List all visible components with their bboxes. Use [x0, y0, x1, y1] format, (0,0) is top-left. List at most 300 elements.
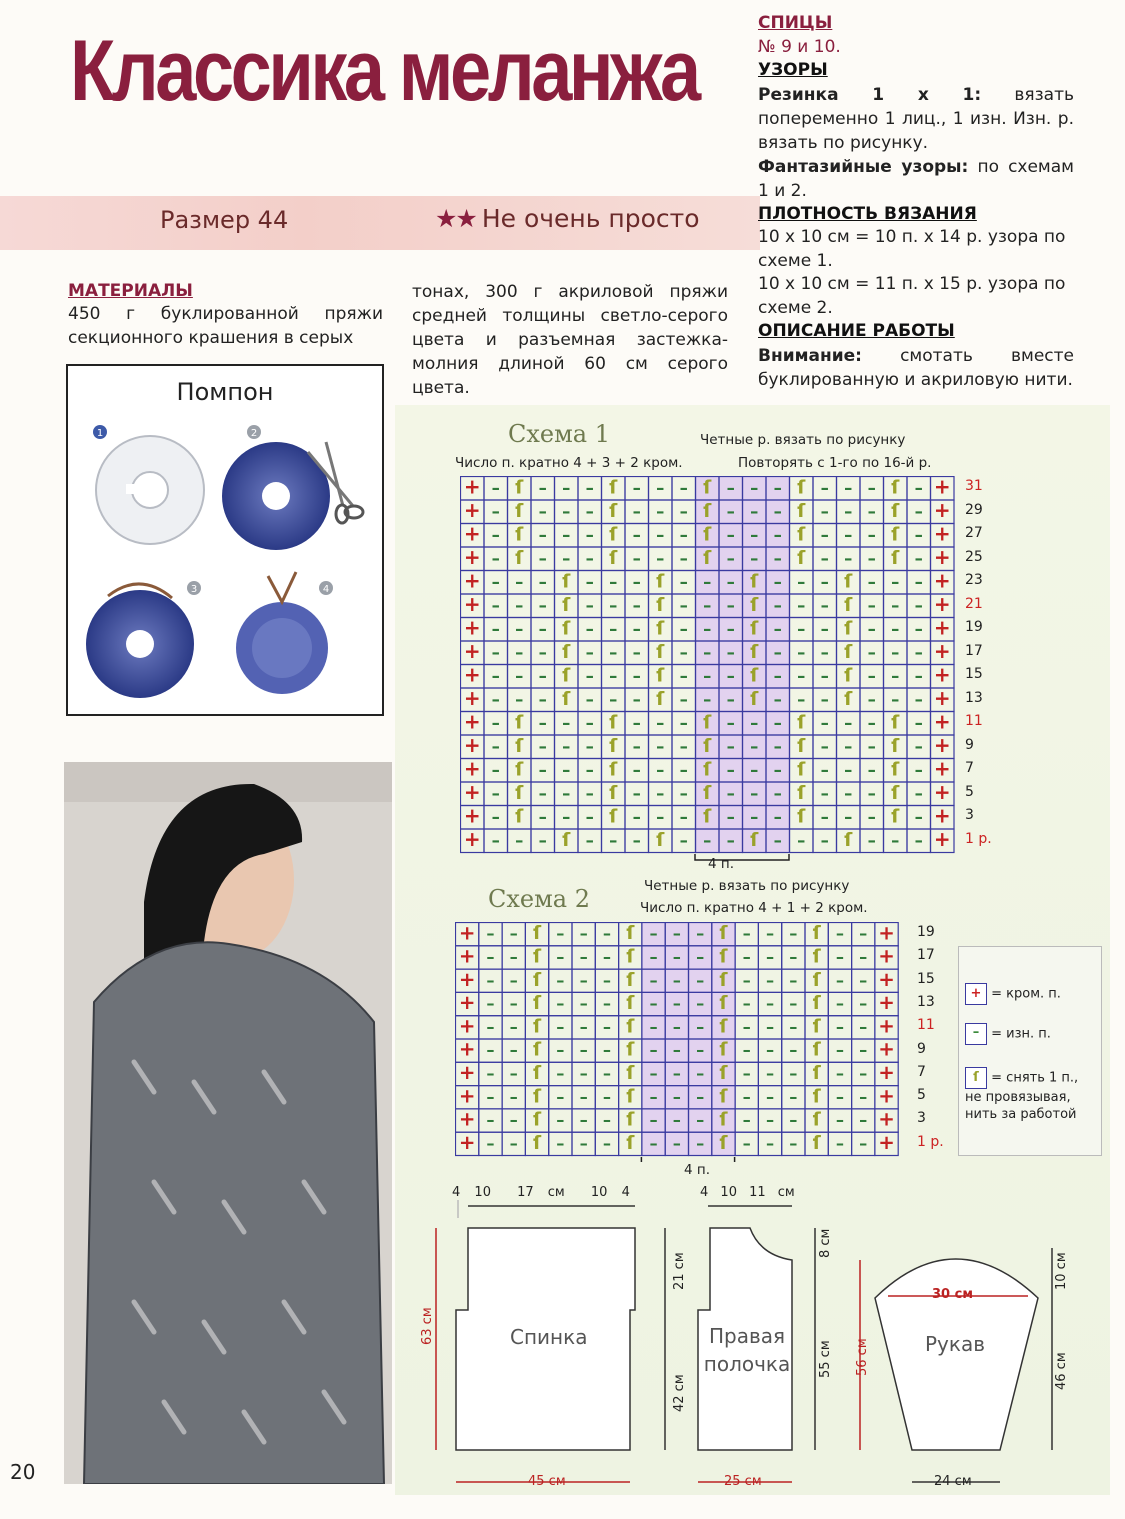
purl-stitch-icon: –	[742, 994, 751, 1014]
back-dim-4: 10	[590, 1185, 608, 1200]
pompon-step-2	[222, 425, 363, 550]
purl-stitch-icon: –	[750, 478, 759, 498]
slip-stitch-icon: ſ	[532, 1086, 542, 1108]
purl-stitch-icon: –	[789, 1064, 798, 1084]
slip-stitch-icon: ſ	[515, 500, 524, 522]
row-label: 3	[965, 807, 974, 823]
purl-stitch-icon: –	[835, 1133, 845, 1153]
front-dim-1: 4	[700, 1185, 709, 1200]
purl-stitch-icon: –	[726, 548, 735, 568]
purl-stitch-icon: –	[891, 595, 900, 615]
purl-stitch-icon: –	[656, 736, 665, 756]
legend	[958, 946, 1102, 1156]
purl-stitch-icon: –	[491, 619, 500, 639]
edge-stitch-icon: +	[878, 922, 895, 945]
purl-stitch-icon: –	[820, 525, 829, 545]
purl-stitch-icon: –	[750, 736, 759, 756]
purl-stitch-icon: –	[750, 783, 759, 803]
purl-stitch-icon: –	[602, 970, 612, 990]
purl-stitch-icon: –	[585, 736, 594, 756]
slip-stitch-icon: ſ	[891, 500, 900, 522]
purl-stitch-icon: –	[491, 595, 500, 615]
purl-stitch-icon: –	[556, 970, 565, 990]
edge-stitch-icon: +	[458, 1037, 476, 1061]
gauge-line2: 10 х 10 см = 11 п. х 15 р. узора по схеме 2.	[758, 274, 1066, 318]
purl-stitch-icon: –	[703, 642, 712, 662]
edge-stitch-icon: +	[463, 662, 481, 687]
purl-stitch-icon: –	[562, 501, 571, 521]
purl-stitch-icon: –	[914, 478, 923, 498]
purl-stitch-icon: –	[585, 666, 594, 686]
slip-stitch-icon: ſ	[797, 524, 806, 546]
slip-stitch-icon: ſ	[515, 806, 524, 828]
purl-stitch-icon: –	[742, 924, 751, 944]
purl-stitch-icon: –	[491, 478, 500, 498]
slip-stitch-icon: ſ	[532, 1016, 542, 1038]
purl-stitch-icon: –	[891, 830, 900, 850]
purl-stitch-icon: –	[632, 807, 641, 827]
schema1-title: Схема 1	[508, 420, 610, 448]
purl-stitch-icon: –	[891, 666, 900, 686]
pompon-step-1	[93, 425, 204, 544]
purl-stitch-icon: –	[742, 1110, 751, 1130]
edge-stitch-icon: +	[463, 615, 481, 640]
slip-stitch-icon: ſ	[703, 712, 712, 734]
purl-stitch-icon: –	[632, 830, 641, 850]
purl-stitch-icon: –	[579, 1017, 588, 1037]
purl-stitch-icon: –	[649, 970, 658, 990]
purl-stitch-icon: –	[696, 1133, 705, 1153]
row-label: 11	[965, 713, 983, 729]
slip-stitch-icon: ſ	[719, 1063, 728, 1085]
purl-stitch-icon: –	[867, 783, 876, 803]
slip-stitch-icon: ſ	[515, 524, 524, 546]
purl-stitch-icon: –	[656, 548, 665, 568]
slip-stitch-icon: ſ	[844, 571, 853, 593]
schema2-title: Схема 2	[488, 885, 590, 913]
purl-stitch-icon: –	[820, 595, 829, 615]
legend-purl-text: = изн. п.	[991, 1026, 1051, 1042]
edge-stitch-icon: +	[933, 662, 951, 687]
slip-stitch-icon: ſ	[532, 923, 542, 945]
purl-stitch-icon: –	[844, 736, 853, 756]
purl-stitch-icon: –	[602, 947, 612, 967]
purl-stitch-icon: –	[859, 1110, 868, 1130]
row-label: 27	[965, 525, 983, 541]
slip-stitch-icon: ſ	[812, 923, 821, 945]
slip-stitch-icon: ſ	[609, 782, 618, 804]
purl-stitch-icon: –	[835, 1064, 845, 1084]
purl-stitch-icon: –	[538, 619, 547, 639]
edge-stitch-icon: +	[458, 1084, 476, 1108]
purl-stitch-icon: –	[835, 1040, 845, 1060]
edge-stitch-icon: +	[933, 685, 951, 710]
purl-stitch-icon: –	[820, 478, 829, 498]
slip-stitch-icon: ſ	[719, 1016, 728, 1038]
slip-stitch-icon: ſ	[609, 500, 618, 522]
needles-value: № 9 и 10.	[758, 36, 841, 57]
purl-stitch-icon: –	[679, 478, 688, 498]
purl-stitch-icon: –	[486, 1110, 495, 1130]
edge-stitch-icon: +	[463, 756, 481, 781]
purl-stitch-icon: –	[820, 713, 829, 733]
row-label: 9	[965, 736, 974, 753]
row-label: 11	[917, 1017, 935, 1034]
slip-stitch-icon: ſ	[719, 1086, 728, 1108]
purl-stitch-icon: –	[797, 572, 806, 592]
work-heading: ОПИСАНИЕ РАБОТЫ	[758, 321, 955, 341]
purl-stitch-icon: –	[585, 548, 594, 568]
purl-stitch-icon: –	[696, 970, 705, 990]
purl-stitch-icon: –	[859, 1017, 868, 1037]
purl-stitch-icon: –	[914, 830, 923, 850]
row-label: 17	[965, 642, 983, 659]
purl-stitch-icon: –	[679, 666, 688, 686]
purl-stitch-icon: –	[765, 1110, 775, 1130]
step-number-3: 3	[190, 584, 198, 595]
purl-stitch-icon: –	[844, 478, 853, 498]
purl-stitch-icon: –	[491, 713, 500, 733]
front-width: 25 см	[724, 1474, 762, 1489]
purl-stitch-icon: –	[579, 1040, 588, 1060]
slip-stitch-icon: ſ	[626, 1109, 635, 1131]
back-label: Спинка	[510, 1325, 588, 1349]
purl-stitch-icon: –	[585, 760, 594, 780]
edge-stitch-icon: +	[933, 779, 951, 804]
purl-stitch-icon: –	[602, 1087, 612, 1107]
purl-stitch-icon: –	[609, 642, 618, 662]
back-dim-1: 4	[452, 1185, 461, 1200]
edge-stitch-icon: +	[933, 615, 951, 640]
purl-stitch-icon: –	[773, 760, 782, 780]
purl-stitch-icon: –	[867, 807, 876, 827]
purl-stitch-icon: –	[679, 713, 688, 733]
purl-stitch-icon: –	[579, 1110, 588, 1130]
slip-stitch-icon: ſ	[844, 829, 853, 851]
slip-stitch-icon: ſ	[750, 641, 759, 663]
purl-stitch-icon: –	[914, 619, 923, 639]
purl-stitch-icon: –	[726, 760, 735, 780]
row-label: 5	[917, 1087, 926, 1104]
purl-stitch-icon: –	[672, 1064, 681, 1084]
purl-stitch-icon: –	[585, 830, 594, 850]
sleeve-top-width: 30 см	[932, 1287, 973, 1302]
purl-stitch-icon: –	[750, 525, 759, 545]
purl-stitch-icon: –	[509, 994, 518, 1014]
purl-stitch-icon: –	[579, 1133, 588, 1153]
purl-stitch-icon: –	[726, 619, 735, 639]
front-top-dims	[700, 1185, 795, 1200]
purl-stitch-icon: –	[844, 501, 853, 521]
purl-stitch-icon: –	[672, 924, 681, 944]
front-height: 55 см	[818, 1340, 833, 1378]
schema2-repeat-label: 4 п.	[684, 1162, 710, 1178]
row-label: 21	[965, 595, 983, 612]
purl-stitch-icon: –	[820, 548, 829, 568]
slip-stitch-icon: ſ	[626, 1039, 635, 1061]
row-label: 7	[917, 1063, 926, 1080]
schema1-note-multiple: Число п. кратно 4 + 3 + 2 кром.	[455, 455, 683, 471]
edge-stitch-icon: +	[463, 685, 481, 710]
purl-stitch-icon: –	[859, 924, 868, 944]
materials-heading: МАТЕРИАЛЫ	[68, 281, 193, 301]
purl-stitch-icon: –	[679, 807, 688, 827]
materials-text-2: тонах, 300 г акриловой пряжи средней толщины светло-серого цвета и разъемная застежка-молния длиной 60 см серого цвета.	[412, 282, 728, 398]
purl-stitch-icon: –	[914, 548, 923, 568]
purl-stitch-icon: –	[538, 783, 547, 803]
purl-stitch-icon: –	[509, 1017, 518, 1037]
purl-stitch-icon: –	[835, 924, 845, 944]
pompon-step-3	[86, 581, 201, 698]
page-number: 20	[10, 1460, 36, 1484]
purl-stitch-icon: –	[726, 595, 735, 615]
slip-stitch-icon: ſ	[626, 1016, 635, 1038]
purl-stitch-icon: –	[562, 525, 571, 545]
purl-stitch-icon: –	[562, 713, 571, 733]
purl-stitch-icon: –	[820, 830, 829, 850]
purl-stitch-icon: –	[859, 1040, 868, 1060]
edge-stitch-icon: +	[463, 709, 481, 734]
purl-stitch-icon: –	[632, 595, 641, 615]
purl-stitch-icon: –	[867, 548, 876, 568]
edge-stitch-icon: +	[458, 991, 476, 1015]
slip-stitch-icon: ſ	[965, 1067, 987, 1089]
slip-stitch-icon: ſ	[532, 969, 542, 991]
slip-stitch-icon: ſ	[562, 571, 571, 593]
edge-stitch-icon: +	[458, 1107, 476, 1131]
edge-stitch-icon: +	[463, 568, 481, 593]
slip-stitch-icon: ſ	[656, 688, 665, 710]
purl-stitch-icon: –	[844, 783, 853, 803]
purl-stitch-icon: –	[491, 807, 500, 827]
purl-stitch-icon: –	[672, 970, 681, 990]
purl-stitch-icon: –	[649, 1087, 658, 1107]
purl-stitch-icon: –	[789, 970, 798, 990]
slip-stitch-icon: ſ	[532, 1039, 542, 1061]
edge-stitch-icon: +	[933, 732, 951, 757]
slip-stitch-icon: ſ	[750, 688, 759, 710]
purl-stitch-icon: –	[820, 689, 829, 709]
rib-term: Резинка 1 х 1:	[758, 84, 982, 105]
slip-stitch-icon: ſ	[844, 665, 853, 687]
purl-stitch-icon: –	[742, 1017, 751, 1037]
purl-stitch-icon: –	[703, 619, 712, 639]
purl-stitch-icon: –	[773, 619, 782, 639]
purl-stitch-icon: –	[585, 713, 594, 733]
purl-stitch-icon: –	[742, 947, 751, 967]
purl-stitch-icon: –	[797, 830, 806, 850]
purl-stitch-icon: –	[602, 1017, 612, 1037]
purl-stitch-icon: –	[773, 642, 782, 662]
purl-stitch-icon: –	[789, 1133, 798, 1153]
edge-stitch-icon: +	[458, 1014, 476, 1038]
purl-stitch-icon: –	[579, 924, 588, 944]
row-label: 15	[917, 970, 935, 987]
schema2-note-even: Четные р. вязать по рисунку	[644, 878, 850, 894]
edge-stitch-icon: +	[463, 476, 481, 499]
edge-stitch-icon: +	[878, 1130, 895, 1154]
purl-stitch-icon: –	[609, 619, 618, 639]
slip-stitch-icon: ſ	[797, 735, 806, 757]
slip-stitch-icon: ſ	[812, 993, 821, 1015]
purl-stitch-icon: –	[649, 924, 658, 944]
purl-stitch-icon: –	[703, 572, 712, 592]
purl-stitch-icon: –	[679, 525, 688, 545]
purl-stitch-icon: –	[820, 642, 829, 662]
purl-stitch-icon: –	[726, 807, 735, 827]
edge-stitch-icon: +	[878, 967, 895, 991]
legend-edge	[965, 983, 1061, 1005]
purl-stitch-icon: –	[696, 1110, 705, 1130]
purl-stitch-icon: –	[679, 736, 688, 756]
purl-stitch-icon: –	[797, 619, 806, 639]
purl-stitch-icon: –	[726, 830, 735, 850]
materials-col2	[412, 280, 728, 400]
purl-stitch-icon: –	[632, 736, 641, 756]
purl-stitch-icon: –	[679, 572, 688, 592]
purl-stitch-icon: –	[579, 994, 588, 1014]
materials-text-1: 450 г буклированной пряжи секционного крашения в серых	[68, 304, 383, 348]
purl-stitch-icon: –	[486, 970, 495, 990]
purl-stitch-icon: –	[765, 970, 775, 990]
purl-stitch-icon: –	[538, 666, 547, 686]
instructions-col	[758, 12, 1074, 392]
edge-stitch-icon: +	[878, 991, 895, 1015]
purl-stitch-icon: –	[632, 760, 641, 780]
schema2-note-multiple: Число п. кратно 4 + 1 + 2 кром.	[640, 900, 868, 916]
purl-stitch-icon: –	[491, 572, 500, 592]
row-label: 19	[917, 924, 935, 940]
purl-stitch-icon: –	[585, 595, 594, 615]
edge-stitch-icon: +	[463, 591, 481, 616]
purl-stitch-icon: –	[750, 548, 759, 568]
purl-stitch-icon: –	[696, 924, 705, 944]
purl-stitch-icon: –	[789, 947, 798, 967]
purl-stitch-icon: –	[602, 1064, 612, 1084]
schema1-repeat-label: 4 п.	[708, 856, 734, 872]
purl-stitch-icon: –	[773, 830, 782, 850]
purl-stitch-icon: –	[773, 595, 782, 615]
legend-purl	[965, 1023, 1051, 1045]
edge-stitch-icon: +	[933, 568, 951, 593]
slip-stitch-icon: ſ	[891, 477, 900, 499]
slip-stitch-icon: ſ	[703, 806, 712, 828]
edge-stitch-icon: +	[933, 803, 951, 828]
pompon-step-4	[236, 572, 333, 694]
purl-stitch-icon: –	[820, 666, 829, 686]
purl-stitch-icon: –	[820, 572, 829, 592]
difficulty-label: Не очень просто	[481, 204, 700, 233]
purl-stitch-icon: –	[867, 501, 876, 521]
purl-stitch-icon: –	[867, 760, 876, 780]
edge-stitch-icon: +	[965, 983, 987, 1005]
purl-stitch-icon: –	[538, 595, 547, 615]
purl-stitch-icon: –	[538, 760, 547, 780]
purl-stitch-icon: –	[538, 807, 547, 827]
purl-stitch-icon: –	[509, 1110, 518, 1130]
slip-stitch-icon: ſ	[609, 735, 618, 757]
slip-stitch-icon: ſ	[562, 618, 571, 640]
purl-stitch-icon: –	[773, 713, 782, 733]
purl-stitch-icon: –	[844, 548, 853, 568]
purl-stitch-icon: –	[632, 689, 641, 709]
purl-stitch-icon: –	[632, 666, 641, 686]
purl-stitch-icon: –	[914, 501, 923, 521]
slip-stitch-icon: ſ	[812, 1132, 821, 1154]
purl-stitch-icon: –	[556, 994, 565, 1014]
slip-stitch-icon: ſ	[562, 829, 571, 851]
purl-stitch-icon: –	[649, 1110, 658, 1130]
purl-stitch-icon: –	[789, 1087, 798, 1107]
slip-stitch-icon: ſ	[515, 782, 524, 804]
purl-stitch-icon: –	[750, 501, 759, 521]
purl-stitch-icon: –	[585, 572, 594, 592]
purl-stitch-icon: –	[867, 572, 876, 592]
purl-stitch-icon: –	[844, 760, 853, 780]
slip-stitch-icon: ſ	[719, 1132, 728, 1154]
size-label: Размер 44	[160, 206, 289, 234]
slip-stitch-icon: ſ	[515, 735, 524, 757]
purl-stitch-icon: –	[789, 924, 798, 944]
model-photo-illustration	[64, 762, 392, 1484]
slip-stitch-icon: ſ	[703, 735, 712, 757]
legend-slip-text: = снять 1 п., не провязывая, нить за работой	[965, 1070, 1079, 1122]
purl-stitch-icon: –	[765, 1064, 775, 1084]
purl-stitch-icon: –	[835, 1110, 845, 1130]
slip-stitch-icon: ſ	[656, 571, 665, 593]
purl-stitch-icon: –	[679, 760, 688, 780]
purl-stitch-icon: –	[515, 572, 524, 592]
purl-stitch-icon: –	[585, 689, 594, 709]
edge-stitch-icon: +	[933, 591, 951, 616]
purl-stitch-icon: –	[491, 736, 500, 756]
purl-stitch-icon: –	[844, 713, 853, 733]
purl-stitch-icon: –	[696, 1040, 705, 1060]
purl-stitch-icon: –	[773, 501, 782, 521]
purl-stitch-icon: –	[486, 1133, 495, 1153]
purl-stitch-icon: –	[562, 760, 571, 780]
slip-stitch-icon: ſ	[719, 946, 728, 968]
purl-stitch-icon: –	[703, 666, 712, 686]
purl-stitch-icon: –	[649, 1064, 658, 1084]
back-dim-2: 10	[474, 1185, 491, 1200]
slip-stitch-icon: ſ	[812, 969, 821, 991]
pompon-title: Помпон	[176, 378, 274, 406]
purl-stitch-icon: –	[632, 572, 641, 592]
difficulty	[435, 204, 700, 233]
slip-stitch-icon: ſ	[750, 829, 759, 851]
purl-stitch-icon: –	[585, 501, 594, 521]
purl-stitch-icon: –	[491, 548, 500, 568]
purl-stitch-icon: –	[726, 572, 735, 592]
slip-stitch-icon: ſ	[891, 806, 900, 828]
slip-stitch-icon: ſ	[626, 1086, 635, 1108]
schema1-note-repeat: Повторять с 1-го по 16-й р.	[738, 455, 932, 471]
slip-stitch-icon: ſ	[719, 969, 728, 991]
slip-stitch-icon: ſ	[609, 712, 618, 734]
sleeve-label: Рукав	[925, 1332, 986, 1356]
slip-stitch-icon: ſ	[656, 594, 665, 616]
back-dim-5: 4	[621, 1185, 630, 1200]
step-number-1: 1	[96, 428, 104, 439]
purl-stitch-icon: –	[914, 595, 923, 615]
slip-stitch-icon: ſ	[562, 594, 571, 616]
purl-stitch-icon: –	[538, 689, 547, 709]
purl-stitch-icon: –	[509, 1040, 518, 1060]
purl-stitch-icon: –	[773, 548, 782, 568]
purl-stitch-icon: –	[867, 666, 876, 686]
purl-stitch-icon: –	[672, 1110, 681, 1130]
